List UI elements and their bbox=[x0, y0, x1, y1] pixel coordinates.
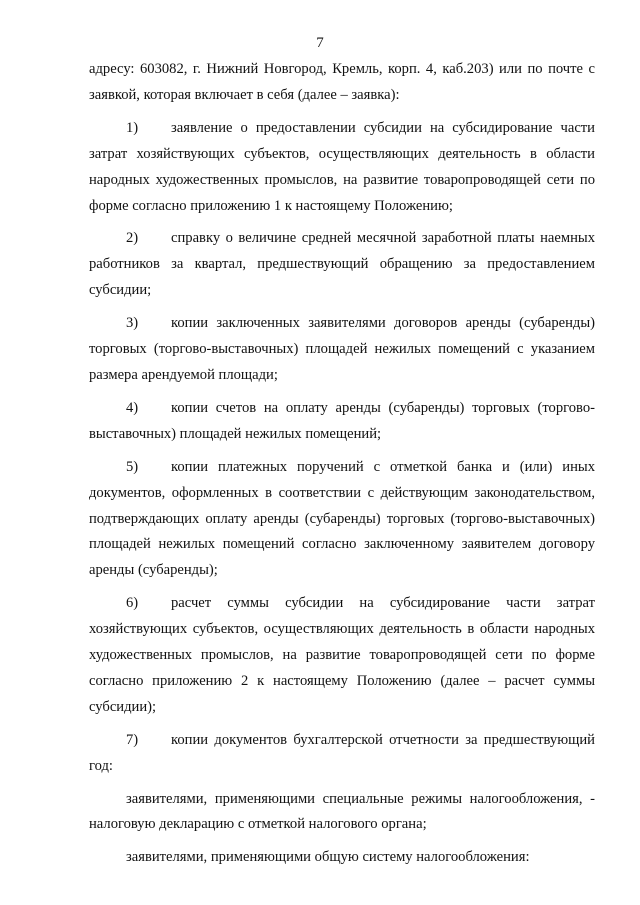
paragraph-general-tax bbox=[89, 845, 595, 871]
list-item-4 bbox=[89, 396, 595, 448]
document-body bbox=[89, 57, 595, 871]
list-item-5 bbox=[89, 455, 595, 585]
paragraph-text: справку о величине средней месячной заработной платы наемных работников за квартал, предшествующий обращению за предоставлением субсидии; bbox=[89, 230, 595, 299]
list-number: 4) bbox=[126, 399, 139, 416]
paragraph-text: заявителями, применяющими общую систему налогообложения: bbox=[126, 849, 530, 866]
paragraph-text: расчет суммы субсидии на субсидирование части затрат хозяйствующих субъектов, осуществляющих деятельность в области народных художественных промыслов, на развитие товаропроводящей сети по форме согласно приложению 2 к настоящему Положению (далее – расчет суммы субсидии); bbox=[89, 595, 595, 715]
list-number: 6) bbox=[126, 595, 139, 612]
list-item-3 bbox=[89, 311, 595, 389]
paragraph-text: адресу: 603082, г. Нижний Новгород, Кремль, корп. 4, каб.203) или по почте с заявкой, которая включает в себя (далее – заявка): bbox=[89, 61, 595, 103]
paragraph-text: заявление о предоставлении субсидии на субсидирование части затрат хозяйствующих субъектов, осуществляющих деятельность в области народных художественных промыслов, на развитие товаропроводящей сети по форме согласно приложению 1 к настоящему Положению; bbox=[89, 119, 595, 214]
list-item-2 bbox=[89, 226, 595, 304]
paragraph-text: копии платежных поручений с отметкой банка и (или) иных документов, оформленных в соответствии с действующим законодательством, подтверждающих оплату аренды (субаренды) торговых (торгово-выставочных) площадей нежилых помещений согласно заключенному заявителем договору аренды (субаренды); bbox=[89, 458, 595, 579]
paragraph-intro bbox=[89, 57, 595, 109]
list-number: 5) bbox=[126, 458, 139, 475]
paragraph-text: копии документов бухгалтерской отчетности за предшествующий год: bbox=[89, 731, 595, 774]
paragraph-text: копии заключенных заявителями договоров аренды (субаренды) торговых (торгово-выставочных) площадей нежилых помещений с указанием размера арендуемой площади; bbox=[89, 315, 595, 383]
list-item-6 bbox=[89, 591, 595, 721]
list-item-7 bbox=[89, 728, 595, 780]
list-number: 7) bbox=[126, 731, 139, 748]
paragraph-text: заявителями, применяющими специальные режимы налогообложения, - налоговую декларацию с отметкой налогового органа; bbox=[89, 790, 595, 833]
paragraph-text: копии счетов на оплату аренды (субаренды) торговых (торгово-выставочных) площадей нежилых помещений; bbox=[89, 399, 595, 442]
list-number: 1) bbox=[126, 119, 139, 136]
paragraph-special-tax bbox=[89, 787, 595, 839]
list-number: 2) bbox=[126, 230, 139, 247]
list-number: 3) bbox=[126, 315, 139, 332]
page-number: 7 bbox=[316, 35, 324, 51]
list-item-1 bbox=[89, 116, 595, 220]
